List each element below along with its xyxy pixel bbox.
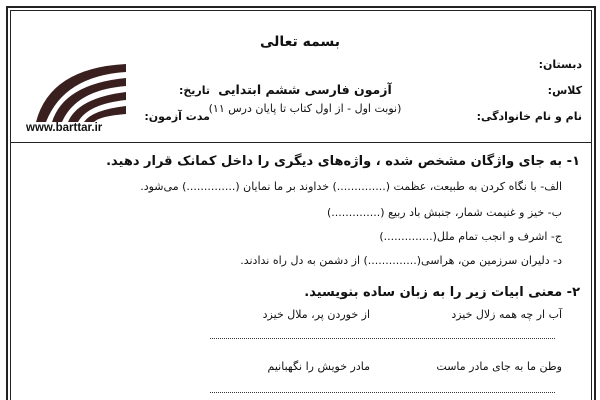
question-1-item-b: ب- خیز و غنیمت شمار، جنبش باد ربیع (..............) xyxy=(327,206,562,219)
barttar-logo-icon xyxy=(30,60,130,124)
question-1-item-a: الف- با نگاه کردن به طبیعت، عظمت (..............) خداوند بر ما نمایان (..............) می‌شود. xyxy=(140,180,562,193)
question-2-heading: ۲- معنی ابیات زیر را به زبان ساده بنویسید. xyxy=(304,285,580,300)
site-url: www.barttar.ir xyxy=(26,122,103,134)
question-1-item-d: د- دلیران سرزمین من، هراسی(..............) از دشمن به دل راه ندادند. xyxy=(240,254,562,267)
school-label: دبستان: xyxy=(538,58,582,71)
exam-subtitle: (نوبت اول - از اول کتاب تا پایان درس ۱۱) xyxy=(208,102,402,115)
answer-line xyxy=(210,392,555,393)
verse-1-second-half: از خوردن پر، ملال خیزد xyxy=(262,308,370,321)
question-1-heading: ۱- به جای واژگان مشخص شده ، واژه‌های دیگری را داخل کمانک قرار دهید. xyxy=(106,154,580,169)
verse-1-first-half: آب ار چه همه زلال خیزد xyxy=(451,308,562,321)
answer-line xyxy=(210,338,555,339)
verse-2-first-half: وطن ما به جای مادر ماست xyxy=(436,360,562,373)
verse-2-second-half: مادر خویش را نگهبانیم xyxy=(267,360,370,373)
exam-title: آزمون فارسی ششم ابتدایی xyxy=(218,82,392,97)
page-title: بسمه تعالی xyxy=(259,34,341,50)
date-label: تاریخ: xyxy=(178,84,210,97)
class-label: کلاس: xyxy=(547,84,582,97)
header-divider xyxy=(10,142,592,143)
question-1-item-c: ج- اشرف و انجب تمام ملل(..............) xyxy=(379,230,562,243)
duration-label: مدت آزمون: xyxy=(144,110,210,123)
name-label: نام و نام خانوادگی: xyxy=(476,110,582,123)
